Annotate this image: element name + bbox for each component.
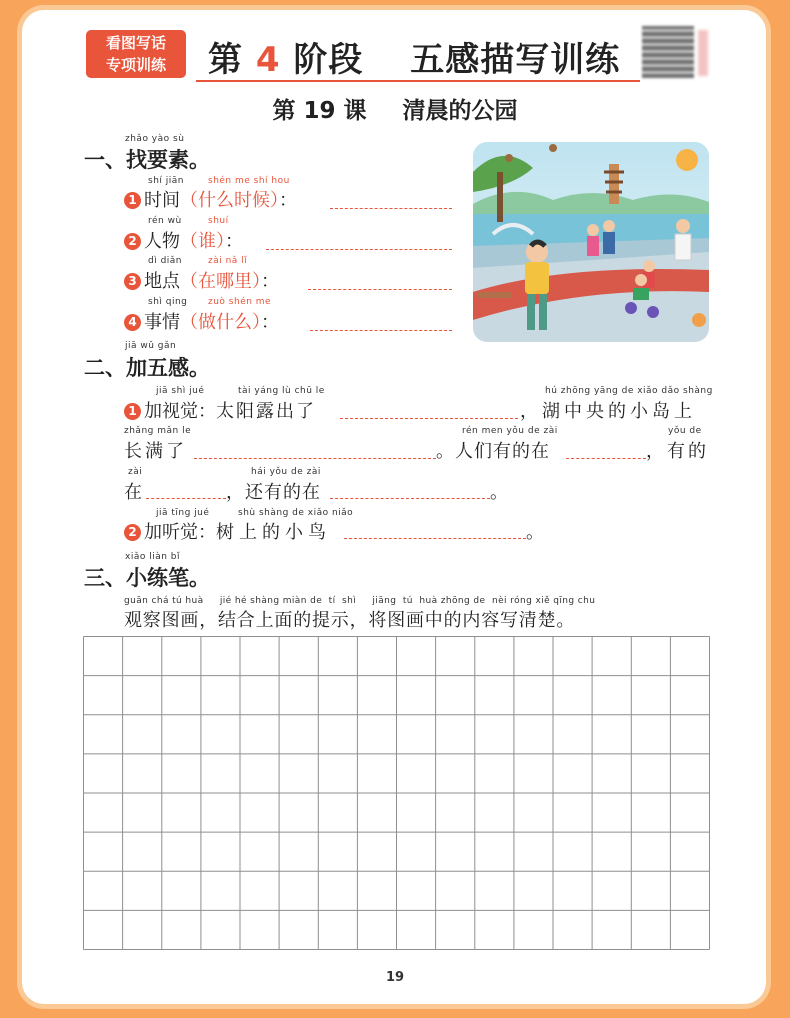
child-running — [643, 260, 655, 272]
page-number: 19 — [385, 970, 405, 985]
sight-blank-5[interactable] — [330, 498, 490, 499]
item1-colon: ： — [279, 190, 297, 211]
hearing-row — [124, 518, 331, 544]
sight-text-a: 太阳露出了 — [216, 401, 316, 422]
item3-row — [124, 267, 279, 293]
section3-heading: 三、小练笔。 — [84, 566, 210, 590]
item2-number-badge: 2 — [124, 233, 141, 250]
lesson-number: 第 19 课 — [272, 98, 367, 124]
section1-heading: 一、找要素。 — [84, 148, 210, 172]
hearing-label: 加听觉： — [144, 522, 216, 543]
item1-pinyin: shí jiān — [148, 176, 184, 186]
flying-bird-icon — [549, 144, 557, 152]
instruction-pinyin: guān chá tú huà jié hé shàng miàn de tí shì jiāng tú huà zhōng de nèi róng xiě qīng chu — [124, 596, 596, 606]
item1-label: 时间 — [144, 190, 180, 211]
item3-hint-pinyin: zài nǎ lǐ — [208, 256, 248, 266]
park-illustration — [473, 142, 709, 342]
sight-text-f-pinyin: zài — [128, 467, 143, 477]
hearing-number-badge: 2 — [124, 524, 141, 541]
sight-text-d: 。人们有的在 — [436, 441, 550, 462]
sight-text-d-pinyin: rén men yǒu de zài — [462, 426, 558, 436]
sight-text-e: ，有的 — [646, 441, 709, 462]
ball-icon — [692, 313, 706, 327]
item4-hint: （做什么） — [180, 312, 261, 333]
sight-blank-4[interactable] — [146, 498, 226, 499]
bench — [477, 292, 511, 298]
item3-pinyin: dì diǎn — [148, 256, 183, 266]
tricycle-icon — [625, 302, 637, 314]
stage-title — [208, 32, 620, 81]
sight-label-pinyin: jiā shì jué — [156, 386, 205, 396]
lesson-name: 清晨的公园 — [402, 98, 518, 124]
section1-pinyin: zhǎo yào sù — [125, 134, 185, 144]
elderly-man — [676, 219, 690, 233]
section2-pinyin: jiā wǔ gǎn — [125, 341, 177, 351]
item1-row — [124, 186, 297, 212]
runner-girl — [587, 224, 599, 236]
item4-number-badge: 4 — [124, 314, 141, 331]
lesson-title — [0, 92, 790, 125]
section2-heading: 二、加五感。 — [84, 356, 210, 380]
bird-icon — [505, 154, 513, 162]
sight-label: 加视觉： — [144, 401, 216, 422]
header-rule — [196, 80, 640, 82]
item2-row — [124, 227, 243, 253]
series-badge — [86, 30, 186, 78]
instruction-text: 观察图画，结合上面的提示，将图画中的内容写清楚。 — [124, 610, 576, 631]
item1-hint: （什么时候） — [180, 190, 279, 211]
item4-hint-pinyin: zuò shén me — [208, 297, 272, 307]
hearing-blank[interactable] — [344, 538, 526, 539]
hearing-label-pinyin: jiā tīng jué — [156, 508, 210, 518]
item1-hint-pinyin: shén me shí hou — [208, 176, 290, 186]
item4-colon: ： — [261, 312, 279, 333]
item3-answer-blank[interactable] — [308, 289, 452, 290]
section3-pinyin: xiǎo liàn bǐ — [125, 552, 181, 562]
item2-answer-blank[interactable] — [266, 249, 452, 250]
hearing-text: 树上的小鸟 — [216, 522, 331, 543]
item3-number-badge: 3 — [124, 273, 141, 290]
item4-label: 事情 — [144, 312, 180, 333]
item4-answer-blank[interactable] — [310, 330, 452, 331]
boy-shirt — [525, 262, 549, 294]
hearing-text-pinyin: shù shàng de xiǎo niǎo — [238, 508, 354, 518]
item4-row — [124, 308, 279, 334]
item1-answer-blank[interactable] — [330, 208, 452, 209]
badge-line-1: 看图写话 — [105, 34, 166, 52]
sight-end: 。 — [490, 482, 508, 503]
item3-label: 地点 — [144, 271, 180, 292]
sight-row-1a — [124, 397, 316, 423]
sight-blank-1[interactable] — [340, 418, 518, 419]
badge-line-2: 专项训练 — [105, 56, 166, 74]
sun-icon — [676, 149, 698, 171]
writing-grid[interactable] — [83, 636, 710, 950]
sight-number-badge: 1 — [124, 403, 141, 420]
tree-trunk — [497, 172, 503, 222]
item4-pinyin: shì qing — [148, 297, 188, 307]
qr-caption-blur — [698, 30, 708, 76]
item2-label: 人物 — [144, 231, 180, 252]
sight-text-g: ，还有的在 — [226, 482, 321, 503]
pagoda-icon — [609, 164, 619, 204]
sight-text-e-pinyin: yǒu de — [668, 426, 702, 436]
sight-text-b-pinyin: hú zhōng yāng de xiǎo dǎo shàng — [545, 386, 713, 396]
item2-hint-pinyin: shuí — [208, 216, 229, 226]
sight-text-c: 长满了 — [124, 441, 187, 462]
item2-pinyin: rén wù — [148, 216, 182, 226]
sight-text-c-pinyin: zhǎng mǎn le — [124, 426, 192, 436]
training-title: 五感描写训练 — [410, 40, 621, 80]
runner-man — [603, 220, 615, 232]
sight-text-a-pinyin: tài yáng lù chū le — [238, 386, 325, 396]
stage-suffix: 阶段 — [293, 40, 364, 80]
hearing-end: 。 — [526, 522, 544, 543]
sight-text-g-pinyin: hái yǒu de zài — [251, 467, 321, 477]
sight-blank-2[interactable] — [194, 458, 436, 459]
stage-prefix: 第 — [208, 40, 243, 80]
item3-colon: ： — [261, 271, 279, 292]
item2-hint: （谁） — [180, 231, 225, 252]
stage-number: 4 — [255, 40, 281, 80]
sight-text-b: ，湖中央的小岛上 — [520, 401, 696, 422]
sight-text-f: 在 — [124, 482, 142, 503]
item1-number-badge: 1 — [124, 192, 141, 209]
item2-colon: ： — [225, 231, 243, 252]
item3-hint: （在哪里） — [180, 271, 261, 292]
qr-code-icon — [642, 26, 694, 78]
sight-blank-3[interactable] — [566, 458, 646, 459]
